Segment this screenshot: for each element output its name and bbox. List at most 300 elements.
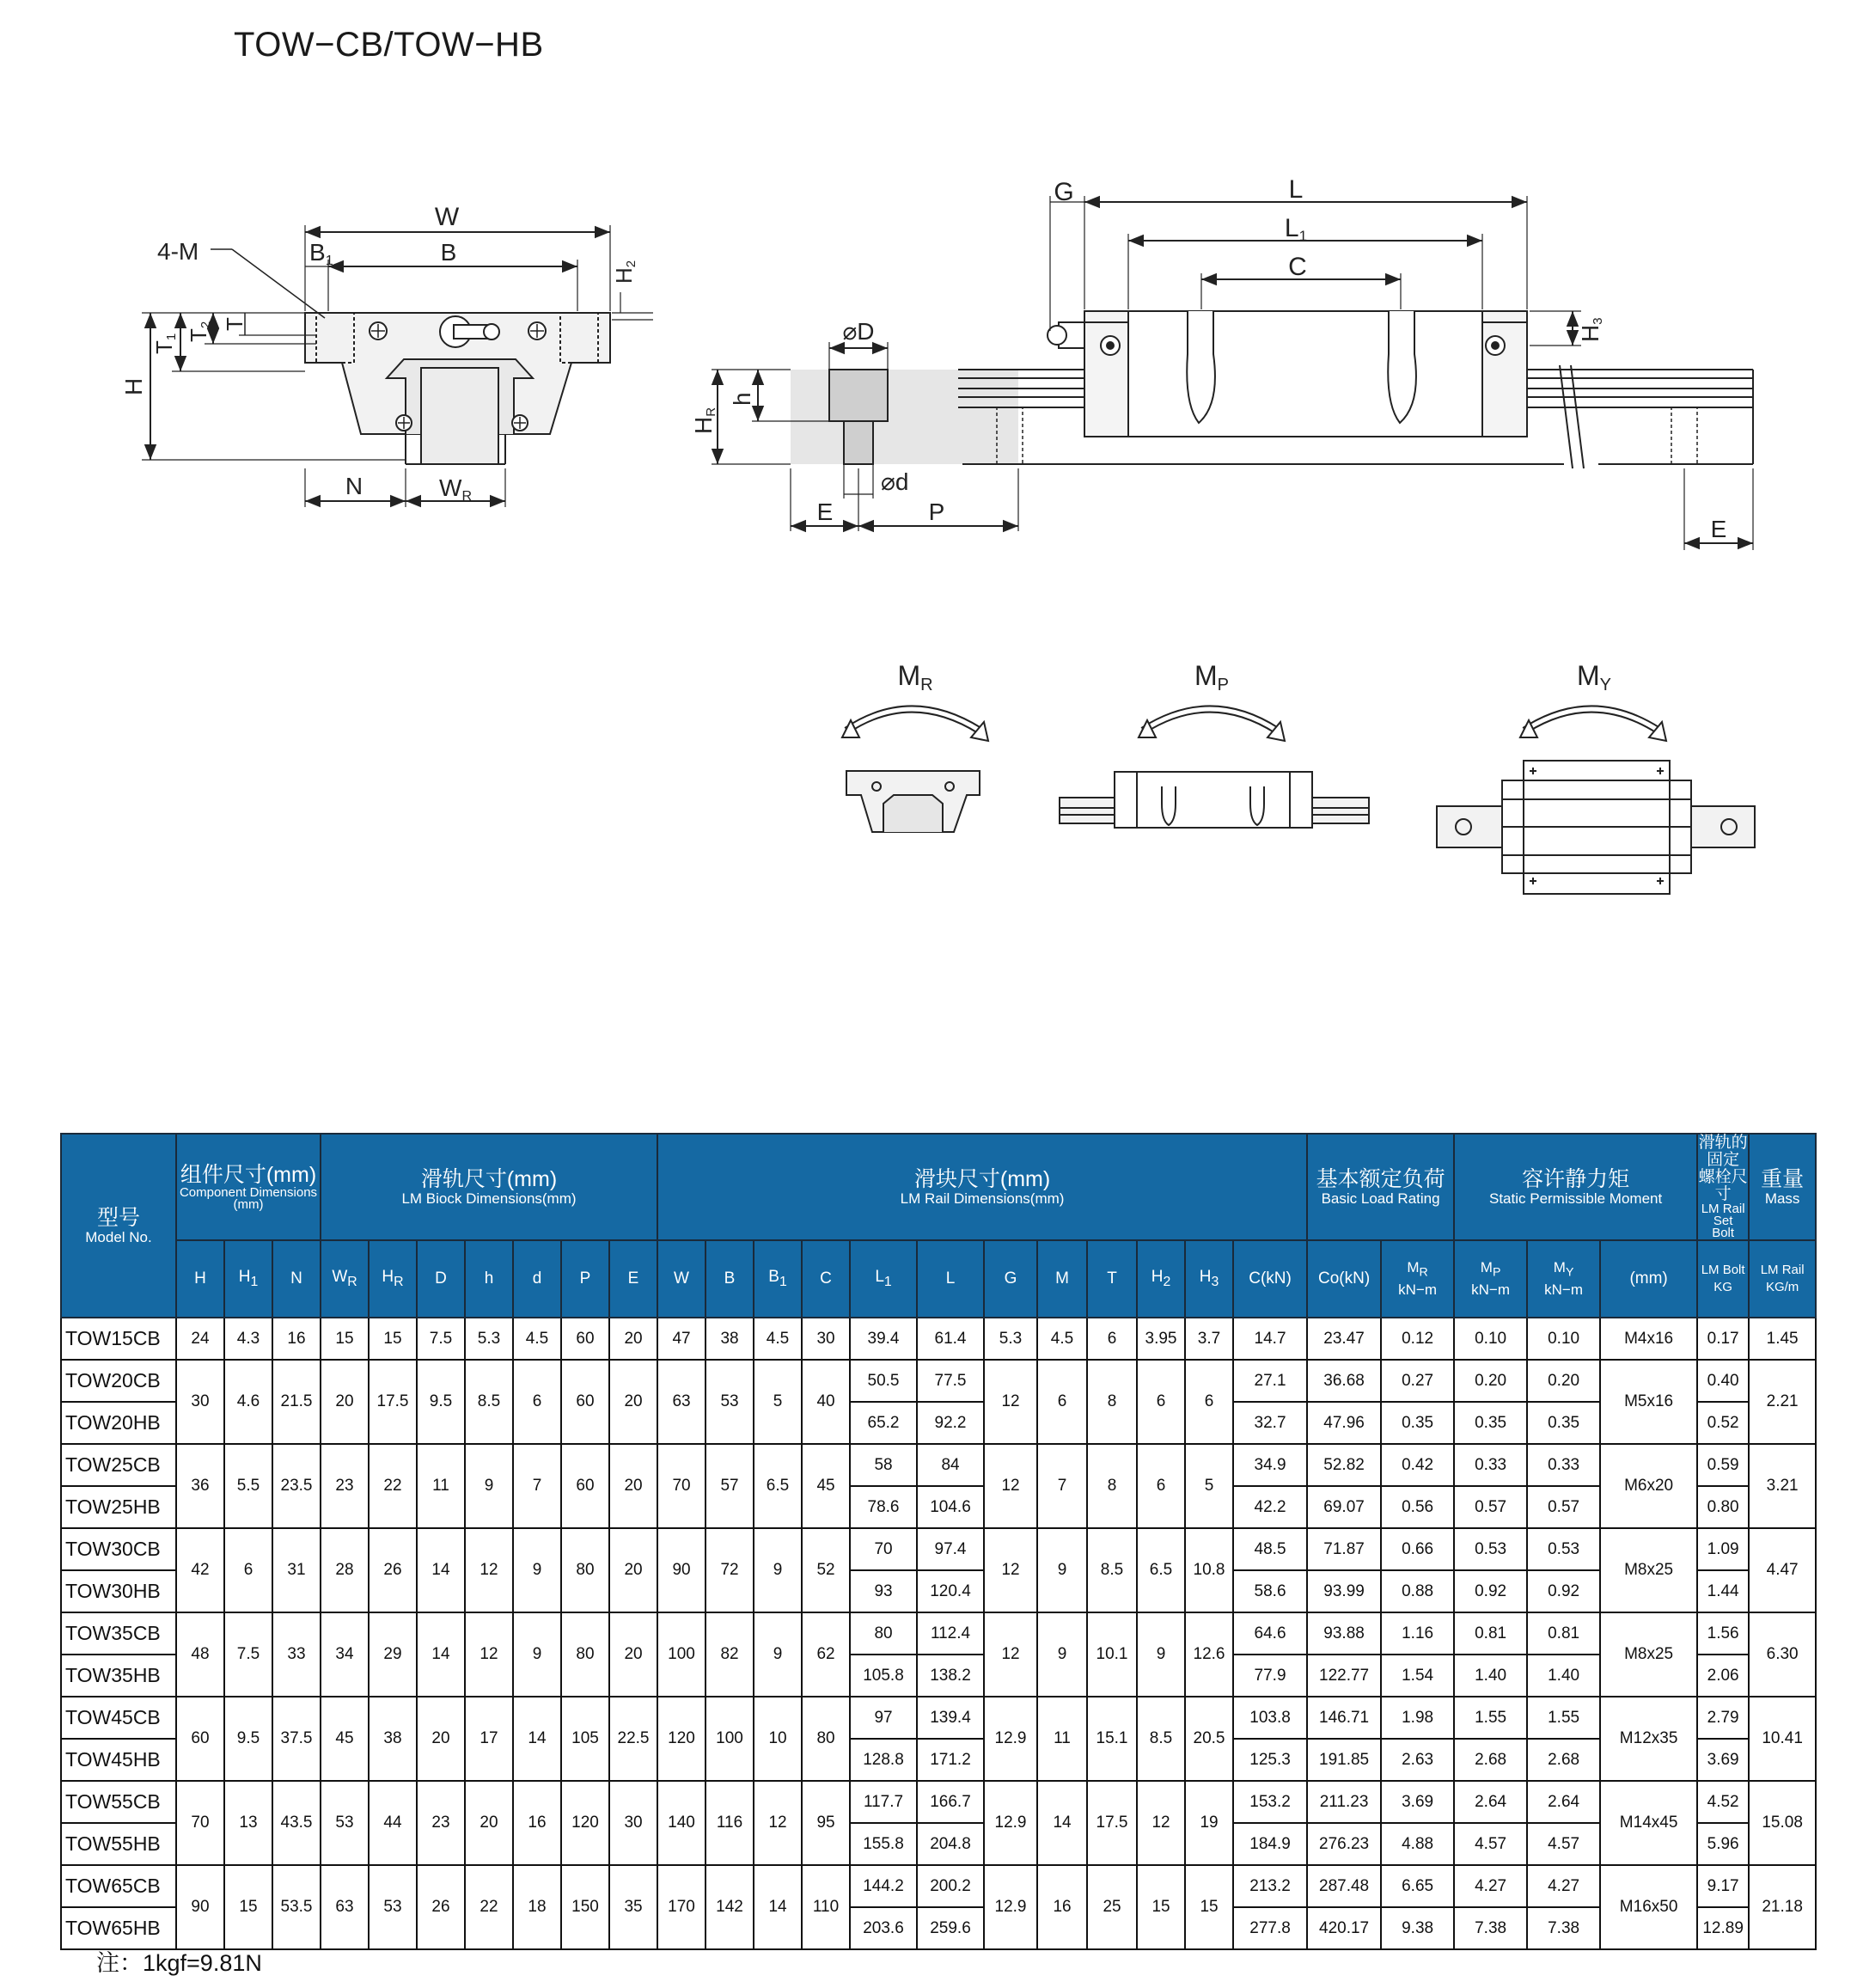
th-moment: 容许静力矩 Static Permissible Moment [1454, 1134, 1697, 1240]
cell-t: 15.1 [1087, 1697, 1137, 1781]
moment-diagrams [842, 709, 1755, 894]
cell-wr: 15 [321, 1318, 369, 1360]
cell-bolt: M8x25 [1600, 1612, 1697, 1697]
cell-ck: 153.2 [1233, 1781, 1307, 1823]
cell-model: TOW25CB [61, 1444, 176, 1486]
table-row [61, 1444, 1816, 1486]
label-c: C [1288, 253, 1307, 281]
cell-mr: 1.16 [1381, 1612, 1454, 1655]
front-view [142, 225, 653, 507]
th-bolt-unit: (mm) [1600, 1240, 1697, 1318]
label-b1: B1 [309, 239, 333, 268]
cell-wr: 63 [321, 1865, 369, 1949]
th-e: E [609, 1240, 657, 1318]
cell-l1: 78.6 [850, 1486, 917, 1528]
th-co-kn: Co(kN) [1307, 1240, 1381, 1318]
cell-d: 9.5 [417, 1360, 465, 1444]
cell-ck: 27.1 [1233, 1360, 1307, 1402]
cell-model: TOW30HB [61, 1570, 176, 1612]
th-d-big: D [417, 1240, 465, 1318]
cell-hr: 29 [369, 1612, 417, 1697]
cell-ck: 213.2 [1233, 1865, 1307, 1907]
cell-t: 17.5 [1087, 1781, 1137, 1865]
cell-p: 150 [561, 1865, 609, 1949]
cell-model: TOW55HB [61, 1823, 176, 1865]
cell-d: 20 [417, 1697, 465, 1781]
cell-l: 61.4 [917, 1318, 984, 1360]
cell-my: 0.33 [1527, 1444, 1600, 1486]
cell-model: TOW65CB [61, 1865, 176, 1907]
cell-bolt: M14x45 [1600, 1781, 1697, 1865]
table-row [61, 1612, 1816, 1655]
cell-h3: 3.7 [1185, 1318, 1233, 1360]
th-h2: $H_2$ [1137, 1240, 1185, 1318]
cell-d: 4.5 [513, 1318, 561, 1360]
cell-b: 116 [706, 1781, 754, 1865]
cell-l: 200.2 [917, 1865, 984, 1907]
cell-l1: 65.2 [850, 1402, 917, 1444]
cell-mr: 1.98 [1381, 1697, 1454, 1739]
cell-p: 105 [561, 1697, 609, 1781]
cell-m: 4.5 [1037, 1318, 1087, 1360]
cell-h1: 5.5 [224, 1444, 272, 1528]
cell-wr: 28 [321, 1528, 369, 1612]
cell-model: TOW35HB [61, 1655, 176, 1697]
cell-l1: 70 [850, 1528, 917, 1570]
cell-d: 14 [417, 1612, 465, 1697]
cell-h: 42 [176, 1528, 224, 1612]
label-bore-small-d: ⌀d [881, 468, 909, 495]
cell-t: 6 [1087, 1318, 1137, 1360]
cell-l: 120.4 [917, 1570, 984, 1612]
label-w: W [434, 203, 460, 231]
cell-h1: 7.5 [224, 1612, 272, 1697]
cell-h3: 20.5 [1185, 1697, 1233, 1781]
cell-mp: 0.57 [1454, 1486, 1527, 1528]
cell-c: 30 [802, 1318, 850, 1360]
cell-b: 38 [706, 1318, 754, 1360]
cell-b1: 6.5 [754, 1444, 802, 1528]
cell-block-mass: 2.79 [1697, 1697, 1749, 1739]
cell-c: 110 [802, 1865, 850, 1949]
cell-block-mass: 1.44 [1697, 1570, 1749, 1612]
th-h-small: h [465, 1240, 513, 1318]
cell-mp: 0.92 [1454, 1570, 1527, 1612]
cell-bolt: M5x16 [1600, 1360, 1697, 1444]
cell-model: TOW35CB [61, 1612, 176, 1655]
cell-bolt: M8x25 [1600, 1528, 1697, 1612]
cell-l: 166.7 [917, 1781, 984, 1823]
th-b1: $B_1$ [754, 1240, 802, 1318]
cell-h3: 10.8 [1185, 1528, 1233, 1612]
table-row [61, 1865, 1816, 1907]
cell-block-mass: 0.80 [1697, 1486, 1749, 1528]
label-h3: H3 [1577, 317, 1605, 342]
cell-ck: 32.7 [1233, 1402, 1307, 1444]
table-row [61, 1528, 1816, 1570]
cell-my: 0.53 [1527, 1528, 1600, 1570]
label-wr: WR [439, 474, 472, 504]
cell-h: 60 [176, 1697, 224, 1781]
cell-h3: 5 [1185, 1444, 1233, 1528]
cell-w: 100 [657, 1612, 706, 1697]
cell-co: 420.17 [1307, 1907, 1381, 1949]
label-l: L [1288, 175, 1304, 204]
label-l1: L1 [1284, 214, 1308, 244]
cell-m: 11 [1037, 1697, 1087, 1781]
cell-c: 80 [802, 1697, 850, 1781]
spec-table-body [61, 1318, 1816, 1949]
cell-n: 33 [272, 1612, 321, 1697]
label-hr: HR [690, 407, 718, 434]
cell-h3: 12.6 [1185, 1612, 1233, 1697]
th-rail-mass: LM Rail KG/m [1749, 1240, 1816, 1318]
cell-ck: 184.9 [1233, 1823, 1307, 1865]
cell-n: 53.5 [272, 1865, 321, 1949]
th-wr: $W_R$ [321, 1240, 369, 1318]
label-p: P [928, 499, 945, 525]
th-block: 滑块尺寸(mm) LM Rail Dimensions(mm) [657, 1134, 1307, 1240]
cell-my: 4.27 [1527, 1865, 1600, 1907]
th-d-small: d [513, 1240, 561, 1318]
cell-my: 1.40 [1527, 1655, 1600, 1697]
cell-c: 40 [802, 1360, 850, 1444]
cell-rail-mass: 3.21 [1749, 1444, 1816, 1528]
cell-hr: 22 [369, 1444, 417, 1528]
cell-b: 53 [706, 1360, 754, 1444]
cell-m: 16 [1037, 1865, 1087, 1949]
cell-d: 23 [417, 1781, 465, 1865]
cell-my: 2.68 [1527, 1739, 1600, 1781]
cell-h: 30 [176, 1360, 224, 1444]
cell-co: 93.99 [1307, 1570, 1381, 1612]
cell-block-mass: 0.17 [1697, 1318, 1749, 1360]
cell-mr: 0.35 [1381, 1402, 1454, 1444]
cell-b1: 10 [754, 1697, 802, 1781]
cell-g: 12 [984, 1528, 1037, 1612]
cell-l1: 144.2 [850, 1865, 917, 1907]
cell-g: 12.9 [984, 1697, 1037, 1781]
cell-rail-mass: 15.08 [1749, 1781, 1816, 1865]
cell-h: 5.3 [465, 1318, 513, 1360]
spec-table [60, 1133, 1817, 1950]
footnote: 注：1kgf=9.81N [96, 1950, 262, 1976]
cell-mr: 3.69 [1381, 1781, 1454, 1823]
cell-h: 90 [176, 1865, 224, 1949]
label-small-h: h [729, 392, 755, 406]
table-row [61, 1360, 1816, 1402]
cell-ck: 125.3 [1233, 1739, 1307, 1781]
label-mp: MP [1194, 660, 1229, 694]
cell-l1: 105.8 [850, 1655, 917, 1697]
cell-d: 9 [513, 1528, 561, 1612]
cell-ck: 34.9 [1233, 1444, 1307, 1486]
cell-rail-mass: 6.30 [1749, 1612, 1816, 1697]
cell-mp: 0.20 [1454, 1360, 1527, 1402]
table-row [61, 1781, 1816, 1823]
th-n: N [272, 1240, 321, 1318]
cell-c: 95 [802, 1781, 850, 1865]
cell-b: 82 [706, 1612, 754, 1697]
cell-model: TOW55CB [61, 1781, 176, 1823]
th-my: $M_Y$ kN−m [1527, 1240, 1600, 1318]
label-g: G [1054, 178, 1074, 206]
cell-bolt: M6x20 [1600, 1444, 1697, 1528]
label-b: B [440, 239, 457, 266]
cell-block-mass: 3.69 [1697, 1739, 1749, 1781]
cell-co: 122.77 [1307, 1655, 1381, 1697]
cell-hr: 53 [369, 1865, 417, 1949]
technical-drawings [0, 0, 1857, 945]
cell-my: 0.57 [1527, 1486, 1600, 1528]
cell-h1: 9.5 [224, 1697, 272, 1781]
cell-model: TOW65HB [61, 1907, 176, 1949]
cell-hr: 17.5 [369, 1360, 417, 1444]
cell-m: 9 [1037, 1528, 1087, 1612]
th-rail: 滑轨尺寸(mm) LM Biock Dimensions(mm) [321, 1134, 657, 1240]
cell-g: 5.3 [984, 1318, 1037, 1360]
cell-h: 36 [176, 1444, 224, 1528]
cell-e: 20 [609, 1360, 657, 1444]
cell-mr: 0.56 [1381, 1486, 1454, 1528]
cell-block-mass: 0.59 [1697, 1444, 1749, 1486]
cell-w: 140 [657, 1781, 706, 1865]
cell-n: 21.5 [272, 1360, 321, 1444]
cell-d: 7.5 [417, 1318, 465, 1360]
cell-rail-mass: 1.45 [1749, 1318, 1816, 1360]
cell-co: 36.68 [1307, 1360, 1381, 1402]
label-n: N [345, 473, 363, 499]
cell-h: 12 [465, 1612, 513, 1697]
th-m: M [1037, 1240, 1087, 1318]
cell-d: 14 [417, 1528, 465, 1612]
cell-l: 92.2 [917, 1402, 984, 1444]
th-b: B [706, 1240, 754, 1318]
cell-rail-mass: 21.18 [1749, 1865, 1816, 1949]
cell-h2: 6 [1137, 1360, 1185, 1444]
cell-mp: 4.27 [1454, 1865, 1527, 1907]
cell-h2: 6 [1137, 1444, 1185, 1528]
cell-t: 8 [1087, 1444, 1137, 1528]
cell-mp: 0.33 [1454, 1444, 1527, 1486]
label-h: H [120, 377, 147, 395]
cell-h3: 15 [1185, 1865, 1233, 1949]
cell-model: TOW45HB [61, 1739, 176, 1781]
cell-ck: 77.9 [1233, 1655, 1307, 1697]
cell-m: 6 [1037, 1360, 1087, 1444]
cell-model: TOW30CB [61, 1528, 176, 1570]
cell-p: 120 [561, 1781, 609, 1865]
cell-co: 146.71 [1307, 1697, 1381, 1739]
cell-my: 1.55 [1527, 1697, 1600, 1739]
label-bore-d: ⌀D [842, 318, 875, 345]
cell-co: 211.23 [1307, 1781, 1381, 1823]
th-block-mass: LM Bolt KG [1697, 1240, 1749, 1318]
cell-w: 90 [657, 1528, 706, 1612]
cell-mr: 6.65 [1381, 1865, 1454, 1907]
cell-co: 69.07 [1307, 1486, 1381, 1528]
label-e-right: E [1710, 516, 1727, 542]
th-w: W [657, 1240, 706, 1318]
cell-t: 8 [1087, 1360, 1137, 1444]
cell-l: 171.2 [917, 1739, 984, 1781]
cell-c: 45 [802, 1444, 850, 1528]
cell-h2: 8.5 [1137, 1697, 1185, 1781]
th-h: H [176, 1240, 224, 1318]
cell-mp: 7.38 [1454, 1907, 1527, 1949]
cell-h1: 4.3 [224, 1318, 272, 1360]
cell-hr: 26 [369, 1528, 417, 1612]
cell-w: 47 [657, 1318, 706, 1360]
cell-block-mass: 12.89 [1697, 1907, 1749, 1949]
cell-h1: 4.6 [224, 1360, 272, 1444]
th-model: 型号 Model No. [61, 1134, 176, 1318]
cell-h: 24 [176, 1318, 224, 1360]
cell-d: 9 [513, 1612, 561, 1697]
cell-h: 8.5 [465, 1360, 513, 1444]
th-load: 基本额定负荷 Basic Load Rating [1307, 1134, 1454, 1240]
cell-m: 14 [1037, 1781, 1087, 1865]
cell-my: 0.35 [1527, 1402, 1600, 1444]
cell-block-mass: 2.06 [1697, 1655, 1749, 1697]
cell-h1: 6 [224, 1528, 272, 1612]
table-row [61, 1697, 1816, 1739]
cell-b1: 9 [754, 1528, 802, 1612]
cell-model: TOW20CB [61, 1360, 176, 1402]
cell-h: 9 [465, 1444, 513, 1528]
cell-b1: 12 [754, 1781, 802, 1865]
cell-h1: 15 [224, 1865, 272, 1949]
cell-mp: 0.53 [1454, 1528, 1527, 1570]
cell-mr: 0.42 [1381, 1444, 1454, 1486]
cell-my: 0.10 [1527, 1318, 1600, 1360]
cell-l1: 117.7 [850, 1781, 917, 1823]
cell-l1: 97 [850, 1697, 917, 1739]
label-my: MY [1577, 660, 1611, 694]
label-h2: H2 [611, 260, 638, 284]
th-bolt: 滑轨的固定 螺栓尺寸 LM Rail Set Bolt [1698, 1134, 1748, 1240]
cell-g: 12 [984, 1360, 1037, 1444]
label-4m: 4-M [157, 238, 199, 265]
table-row [61, 1318, 1816, 1360]
cell-my: 0.92 [1527, 1570, 1600, 1612]
cell-w: 120 [657, 1697, 706, 1781]
cell-e: 22.5 [609, 1697, 657, 1781]
cell-model: TOW25HB [61, 1486, 176, 1528]
cell-ck: 277.8 [1233, 1907, 1307, 1949]
th-l1: $L_1$ [850, 1240, 917, 1318]
cell-l1: 58 [850, 1444, 917, 1486]
side-view [712, 196, 1753, 550]
cell-l: 204.8 [917, 1823, 984, 1865]
cell-model: TOW15CB [61, 1318, 176, 1360]
cell-w: 170 [657, 1865, 706, 1949]
cell-block-mass: 1.56 [1697, 1612, 1749, 1655]
cell-h2: 12 [1137, 1781, 1185, 1865]
cell-ck: 42.2 [1233, 1486, 1307, 1528]
cell-h2: 9 [1137, 1612, 1185, 1697]
cell-wr: 45 [321, 1697, 369, 1781]
cell-co: 71.87 [1307, 1528, 1381, 1570]
cell-bolt: M12x35 [1600, 1697, 1697, 1781]
cell-c: 52 [802, 1528, 850, 1612]
cell-my: 0.20 [1527, 1360, 1600, 1402]
cell-my: 2.64 [1527, 1781, 1600, 1823]
cell-b: 57 [706, 1444, 754, 1528]
cell-b1: 4.5 [754, 1318, 802, 1360]
cell-e: 35 [609, 1865, 657, 1949]
cell-model: TOW20HB [61, 1402, 176, 1444]
cell-g: 12 [984, 1444, 1037, 1528]
cell-block-mass: 9.17 [1697, 1865, 1749, 1907]
cell-d: 11 [417, 1444, 465, 1528]
cell-w: 70 [657, 1444, 706, 1528]
cell-m: 7 [1037, 1444, 1087, 1528]
cell-b1: 14 [754, 1865, 802, 1949]
cell-ck: 103.8 [1233, 1697, 1307, 1739]
cell-d: 7 [513, 1444, 561, 1528]
cell-l: 259.6 [917, 1907, 984, 1949]
cell-co: 191.85 [1307, 1739, 1381, 1781]
cell-hr: 38 [369, 1697, 417, 1781]
cell-mr: 1.54 [1381, 1655, 1454, 1697]
th-component: 组件尺寸(mm) Component Dimensions (mm) [176, 1134, 321, 1240]
th-g: G [984, 1240, 1037, 1318]
cell-ck: 48.5 [1233, 1528, 1307, 1570]
cell-rail-mass: 2.21 [1749, 1360, 1816, 1444]
cell-hr: 44 [369, 1781, 417, 1865]
cell-mp: 2.64 [1454, 1781, 1527, 1823]
cell-wr: 23 [321, 1444, 369, 1528]
cell-g: 12 [984, 1612, 1037, 1697]
cell-h1: 13 [224, 1781, 272, 1865]
cell-b: 72 [706, 1528, 754, 1612]
cell-l: 104.6 [917, 1486, 984, 1528]
cell-h: 22 [465, 1865, 513, 1949]
cell-mr: 4.88 [1381, 1823, 1454, 1865]
cell-n: 37.5 [272, 1697, 321, 1781]
cell-mr: 0.12 [1381, 1318, 1454, 1360]
label-mr: MR [897, 660, 933, 694]
cell-wr: 34 [321, 1612, 369, 1697]
th-l: L [917, 1240, 984, 1318]
cell-h3: 6 [1185, 1360, 1233, 1444]
cell-m: 9 [1037, 1612, 1087, 1697]
cell-l1: 93 [850, 1570, 917, 1612]
th-c: C [802, 1240, 850, 1318]
cell-my: 0.81 [1527, 1612, 1600, 1655]
cell-n: 23.5 [272, 1444, 321, 1528]
cell-t: 25 [1087, 1865, 1137, 1949]
cell-rail-mass: 4.47 [1749, 1528, 1816, 1612]
cell-e: 20 [609, 1444, 657, 1528]
cell-b: 100 [706, 1697, 754, 1781]
cell-wr: 53 [321, 1781, 369, 1865]
cell-c: 62 [802, 1612, 850, 1697]
th-hr: $H_R$ [369, 1240, 417, 1318]
cell-ck: 14.7 [1233, 1318, 1307, 1360]
th-c-kn: C(kN) [1233, 1240, 1307, 1318]
cell-mr: 0.88 [1381, 1570, 1454, 1612]
cell-w: 63 [657, 1360, 706, 1444]
cell-my: 4.57 [1527, 1823, 1600, 1865]
cell-h: 48 [176, 1612, 224, 1697]
cell-block-mass: 1.09 [1697, 1528, 1749, 1570]
cell-l1: 80 [850, 1612, 917, 1655]
cell-p: 60 [561, 1360, 609, 1444]
cell-my: 7.38 [1527, 1907, 1600, 1949]
cell-ck: 64.6 [1233, 1612, 1307, 1655]
